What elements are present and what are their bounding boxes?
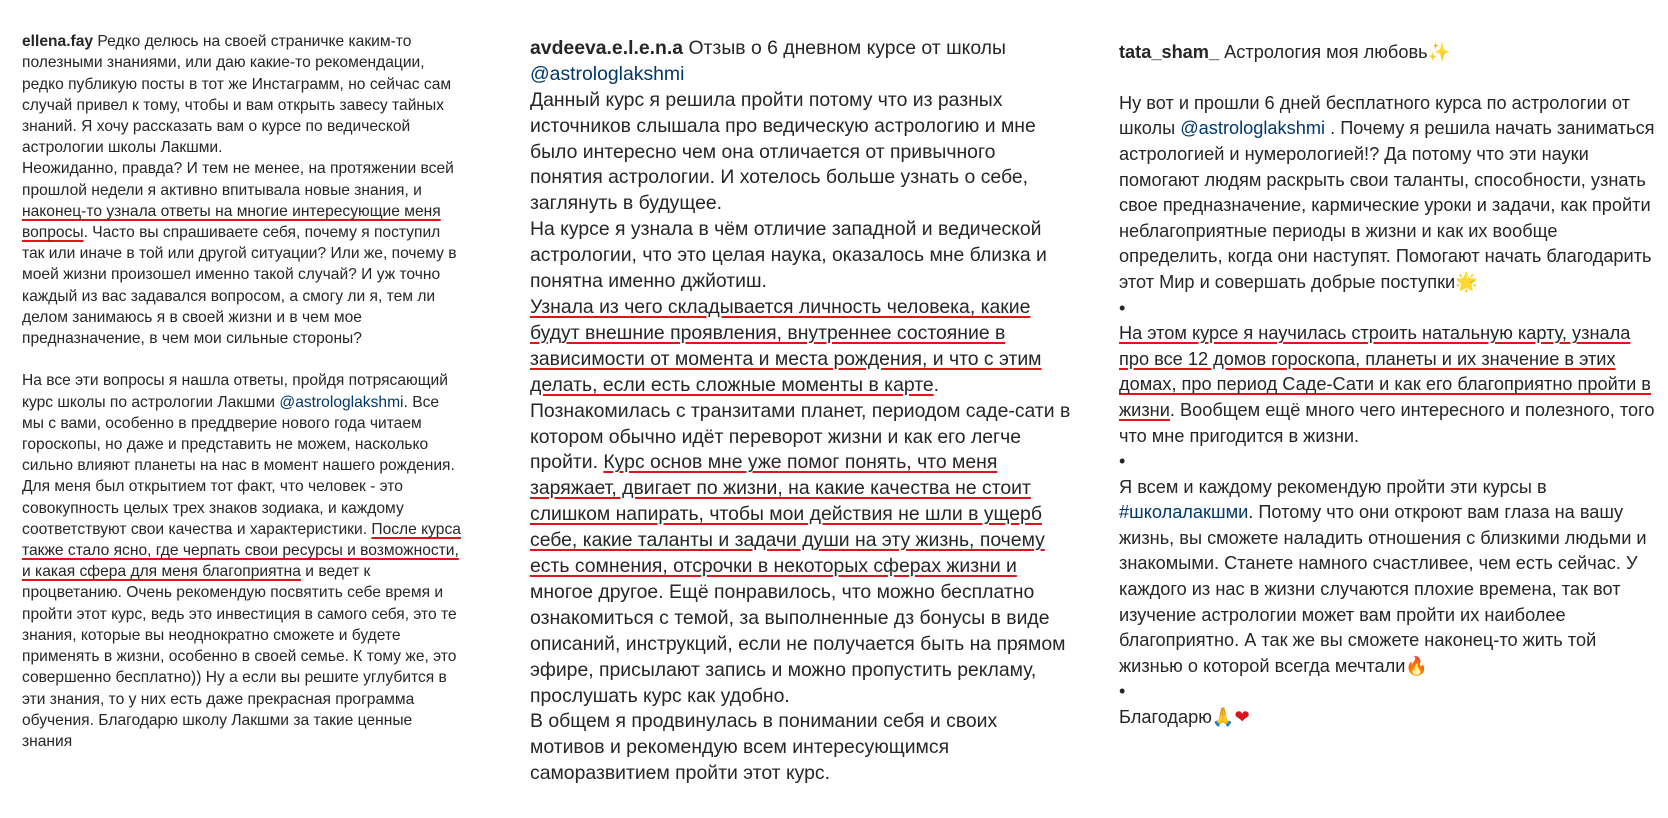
mention-link[interactable]: @astrologlakshmi bbox=[1180, 118, 1326, 139]
highlighted-text: Курс основ мне уже помог понять, что меня заряжает, двигает по жизни, на какие качества не стоит слишком напирать, чтобы мои действия не шли в ущерб себе, какие таланты и задачи души на эту жизнь, почему есть сомнения, отсрочки в некоторых сферах жизни и bbox=[530, 451, 1045, 578]
username-link[interactable]: avdeeva.e.l.e.n.a bbox=[530, 36, 684, 59]
bullet-separator: • bbox=[1119, 681, 1126, 702]
mention-link[interactable]: @astrologlakshmi bbox=[530, 62, 685, 85]
caption-text: . Все мы с вами, особенно в преддверие нового года читаем гороскопы, но даже и представить не можем, насколько сильно влияют планеты на нас в момент нашего рождения. Для меня был открытием тот факт, что человек - это совокупность целых трех знаков зодиака, и каждому соответствуют свои качества и характеристики. bbox=[22, 393, 455, 538]
mention-link[interactable]: @astrologlakshmi bbox=[279, 393, 404, 411]
caption-text: . Вообщем ещё много чего интересного и полезного, того что мне пригодится в жизни. bbox=[1119, 399, 1655, 446]
caption-text: Я всем и каждому рекомендую пройти эти курсы в bbox=[1119, 476, 1547, 497]
caption-text: Ну вот и прошли 6 дней бесплатного курса по астрологии от школы bbox=[1119, 92, 1630, 139]
highlighted-text: наконец-то узнала ответы на многие интересующие меня вопросы bbox=[22, 202, 441, 242]
highlighted-text: После курса также стало ясно, где черпать свои ресурсы и возможности, и какая сфера для меня благоприятна bbox=[22, 520, 461, 581]
star-icon: 🌟 bbox=[1455, 271, 1478, 292]
caption-text: Отзыв о 6 дневном курсе от школы bbox=[683, 36, 1006, 59]
username-link[interactable]: ellena.fay bbox=[22, 33, 94, 51]
bullet-separator: • bbox=[1119, 451, 1126, 472]
caption-text: и ведет к процветанию. Очень рекомендую посвятить себе время и пройти этот курс, ведь это инвестиция в самого себя, это те знания, которые вы неоднократно сможете и будете применять в жизни, особенно в своей семье. К тому же, это совершенно бесплатно)) Ну а если вы решите углубится в эти знания, то у них есть даже прекрасная программа обучения. Благодарю школу Лакшми за такие ценные знания bbox=[22, 563, 457, 750]
caption-text: . Часто вы спрашиваете себя, почему я поступил так или иначе в той или другой ситуации? Или же, почему в моей жизни произошел именно такой случай? И уж точно каждый из вас задавался вопросом, а смогу ли я, тем ли делом занимаюсь я в своей жизни и в чем мое предназначение, в чем мои сильные стороны? На все эти вопросы я нашла ответы, пройдя потрясающий курс школы по астрологии Лакшми bbox=[22, 224, 457, 411]
hashtag-link[interactable]: #школалакшми bbox=[1119, 502, 1249, 523]
highlighted-text: Узнала из чего складывается личность человека, какие будут внешние проявления, внутреннее состояние в зависимости от момента и места рождения, и что с этим делать, если есть сложные моменты в карте bbox=[530, 295, 1042, 396]
heart-icon: ❤ bbox=[1234, 707, 1250, 728]
caption-text: Редко делюсь на своей страничке каким-то полезными знаниями, или даю какие-то рекомендации, редко публикую посты в тот же Инстаграмм, но сейчас сам случай привел к тому, чтобы и вам открыть завесу тайных знаний. Я хочу рассказать вам о курсе по ведической астрологии школы Лакшми. Неожиданно, правда? И тем не менее, на протяжении всей прошлой недели я активно впитывала новые знания, и bbox=[22, 33, 454, 199]
caption-text: Астрология моя любовь bbox=[1219, 41, 1428, 62]
fire-icon: 🔥 bbox=[1405, 655, 1429, 676]
review-post-ellena bbox=[22, 10, 462, 818]
caption-text: многое другое. Ещё понравилось, что можно бесплатно ознакомиться с темой, за выполненные дз бонусы в виде описаний, инструкций, если не получается быть на прямом эфире, присылают запись и можно пропустить рекламу, прослушать курс как удобно. В общем я продвинулась в понимании себя и своих мотивов и рекомендую всем интересующимся саморазвитием пройти этот курс. bbox=[530, 580, 1066, 785]
thanks-text: Благодарю bbox=[1119, 707, 1212, 728]
review-post-avdeeva bbox=[530, 10, 1072, 818]
username-link[interactable]: tata_sham_ bbox=[1119, 41, 1220, 62]
caption-text: Данный курс я решила пройти потому что из разных источников слышала про ведическую астрологию и мне было интересно чем она отличается от привычного понятия астрологии. И хотелось больше узнать о себе, заглянуть в будущее. На курсе я узнала в чём отличие западной и ведической астрологии, что это целая наука, оказалось мне близка и понятна именно джйотиш. bbox=[530, 88, 1047, 293]
caption-text: . Почему я решила начать заниматься астрологией и нумерологией!? Да потому что эти науки помогают людям раскрыть свои таланты, способности, узнать свое предназначение, кармические уроки и задачи, как пройти неблагоприятные периоды в жизни и как их вообще определить, когда они наступят. Помогают начать благодарить этот Мир и совершать добрые поступки bbox=[1119, 118, 1655, 292]
caption-text: . Потому что они откроют вам глаза на вашу жизнь, вы сможете наладить отношения с близкими людьми и знакомыми. Станете намного счастливее, чем есть сейчас. У каждого из нас в жизни случаются плохие времена, так вот изучение астрологии может вам пройти их наиболее благоприятно. А так же вы сможете наконец-то жить той жизнью о которой всегда мечтали bbox=[1119, 502, 1647, 676]
praying-hands-icon: 🙏 bbox=[1211, 707, 1235, 728]
caption-text: . Познакомилась с транзитами планет, периодом саде-сати в котором обычно идёт переворот жизни и как его легче пройти. bbox=[530, 373, 1071, 474]
sparkles-icon: ✨ bbox=[1427, 41, 1451, 62]
highlighted-text: На этом курсе я научилась строить натальную карту, узнала про все 12 домов гороскопа, планеты и их значение в этих домах, про период Саде-Сати и как его благоприятно пройти в жизни bbox=[1119, 323, 1651, 420]
bullet-separator: • bbox=[1119, 297, 1126, 318]
review-post-tata bbox=[1119, 14, 1659, 818]
